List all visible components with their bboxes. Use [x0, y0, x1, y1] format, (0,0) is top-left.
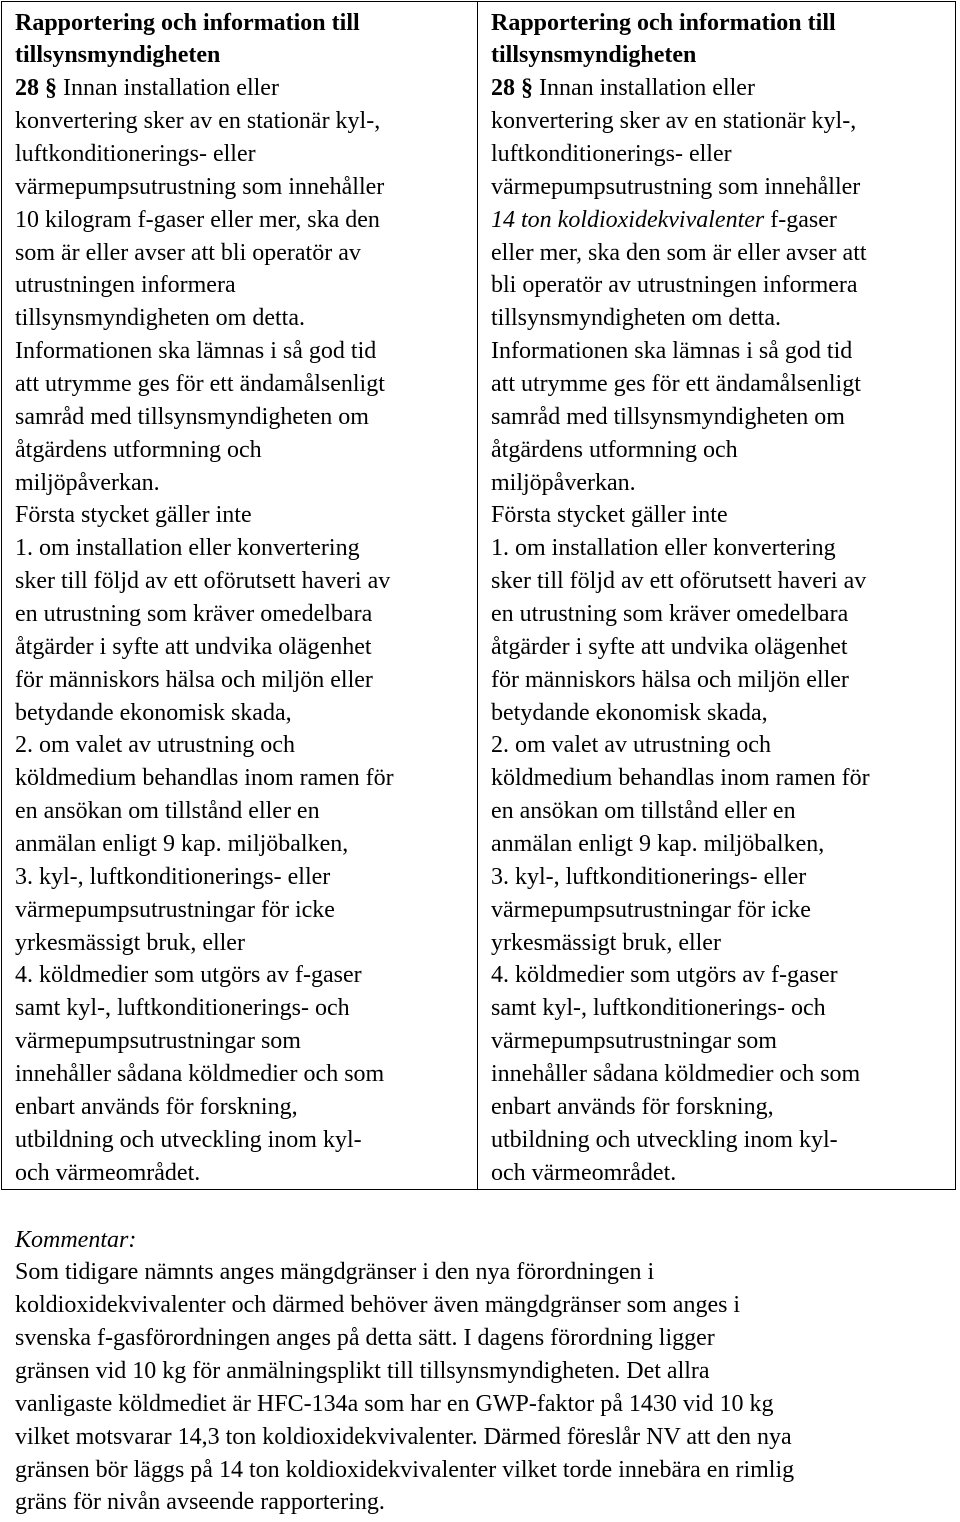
comment-text: Som tidigare nämnts anges mängdgränser i den nya förordningen i koldioxidekvivalenter och därmed behöver även mängdgränser som anges i svenska f-gasförordningen anges på detta sätt. I dagens förordning ligger gränsen vid 10 kg för anmälningsplikt till tillsynsmyndigheten. Det allra vanligaste köldmediet är HFC-134a som har en GWP-faktor på 1430 vid 10 kg vilket motsvarar 14,3 ton koldioxidekvivalenter. Därmed föreslår NV att den nya gränsen bör läggs på 14 ton koldioxidekvivalenter vilket torde innebära en rimlig gräns för nivån avseende rapportering. — [15, 1259, 795, 1516]
column-heading: Rapportering och information till tillsynsmyndigheten — [491, 9, 836, 69]
exemptions-intro: Första stycket gäller inte — [15, 502, 252, 529]
paragraph-text: f-gaser eller mer, ska den som är eller avser att bli operatör av utrustningen informera tillsynsmyndigheten om detta. — [491, 206, 867, 332]
comment-section — [15, 1224, 955, 1520]
exemption-item: 1. om installation eller konvertering sker till följd av ett oförutsett haveri av en utrustning som kräver omedelbara åtgärder i syfte att undvika olägenhet för människors hälsa och miljön eller betydande ekonomisk skada, — [491, 535, 867, 726]
column-heading: Rapportering och information till tillsynsmyndigheten — [15, 9, 360, 69]
exemption-item: 1. om installation eller konvertering sker till följd av ett oförutsett haveri av en utrustning som kräver omedelbara åtgärder i syfte att undvika olägenhet för människors hälsa och miljön eller betydande ekonomisk skada, — [15, 535, 391, 726]
paragraph-text: Innan installation eller konvertering sker av en stationär kyl-, luftkonditionerings- eller värmepumpsutrustning som innehåller 10 kilogram f-gaser eller mer, ska den som är eller avser att bli operatör av utrustningen informera tillsynsmyndigheten om detta. — [15, 75, 385, 332]
exemption-item: 3. kyl-, luftkonditionerings- eller värmepumpsutrustningar för icke yrkesmässigt bruk, eller — [491, 863, 811, 956]
section-number: 28 § — [491, 75, 533, 102]
comment-label: Kommentar: — [15, 1226, 137, 1253]
regulation-paragraph-2: Informationen ska lämnas i så god tid att utrymme ges för ett ändamålsenligt samråd med tillsynsmyndigheten om åtgärdens utformning och miljöpåverkan. — [15, 338, 385, 496]
exemption-item: 2. om valet av utrustning och köldmedium behandlas inom ramen för en ansökan om tillstånd eller en anmälan enligt 9 kap. miljöbalken, — [491, 732, 870, 857]
right-column — [478, 2, 955, 1189]
amended-quantity: 14 ton koldioxidekvivalenter — [491, 206, 765, 233]
paragraph-text: Innan installation eller konvertering sker av en stationär kyl-, luftkonditionerings- eller värmepumpsutrustning som innehåller — [491, 75, 861, 200]
section-number: 28 § — [15, 75, 57, 102]
exemption-item: 3. kyl-, luftkonditionerings- eller värmepumpsutrustningar för icke yrkesmässigt bruk, eller — [15, 863, 335, 956]
exemption-item: 4. köldmedier som utgörs av f-gaser samt kyl-, luftkonditionerings- och värmepumpsutrustningar som innehåller sådana köldmedier och som enbart används för forskning, utbildning och utveckling inom kyl- och värmeområdet. — [491, 962, 861, 1186]
regulation-paragraph-2: Informationen ska lämnas i så god tid att utrymme ges för ett ändamålsenligt samråd med tillsynsmyndigheten om åtgärdens utformning och miljöpåverkan. — [491, 338, 861, 496]
left-column — [2, 2, 478, 1189]
regulation-paragraph — [15, 72, 475, 335]
exemption-item: 2. om valet av utrustning och köldmedium behandlas inom ramen för en ansökan om tillstånd eller en anmälan enligt 9 kap. miljöbalken, — [15, 732, 394, 857]
comparison-table — [1, 1, 956, 1190]
exemptions-intro: Första stycket gäller inte — [491, 502, 728, 529]
exemption-item: 4. köldmedier som utgörs av f-gaser samt kyl-, luftkonditionerings- och värmepumpsutrustningar som innehåller sådana köldmedier och som enbart används för forskning, utbildning och utveckling inom kyl- och värmeområdet. — [15, 962, 385, 1186]
regulation-paragraph — [491, 72, 953, 335]
